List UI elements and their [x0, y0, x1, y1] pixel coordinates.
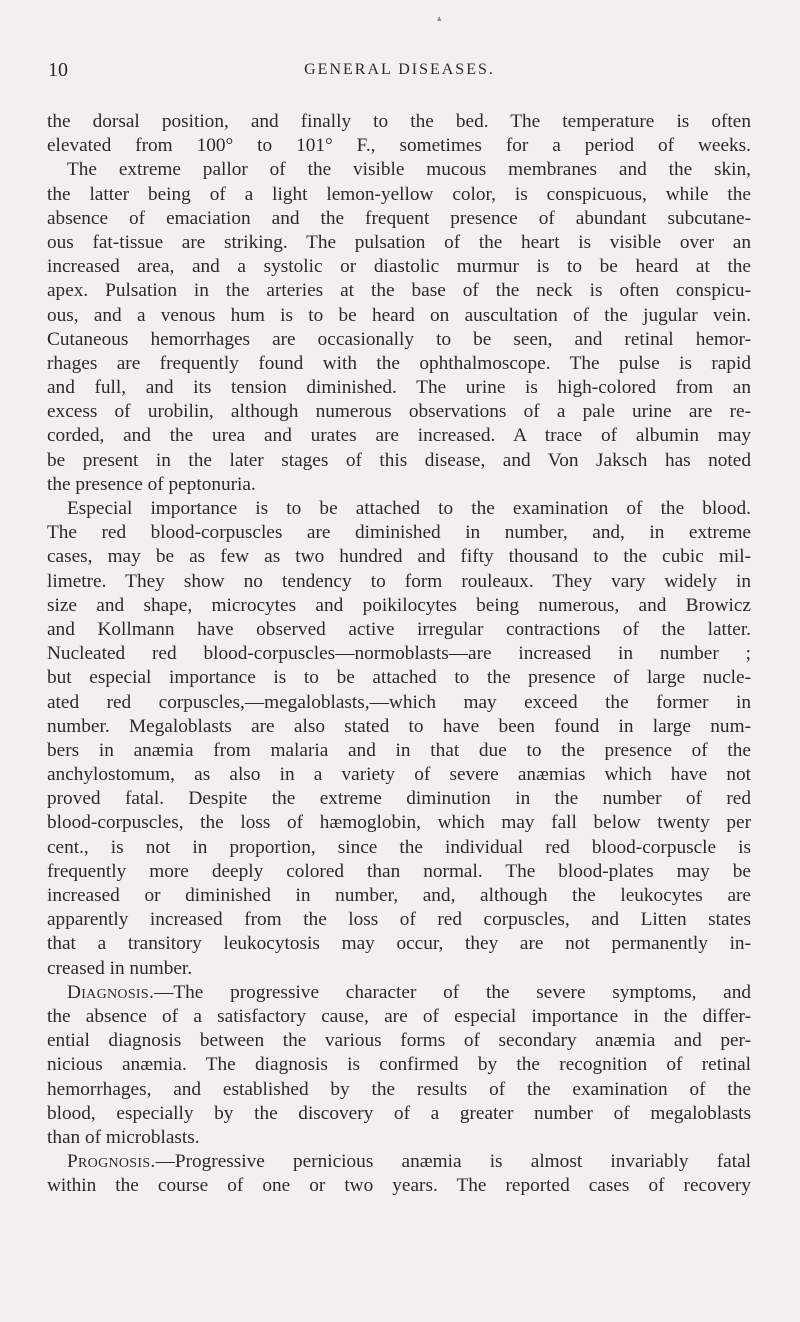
text-line	[47, 932, 751, 956]
text-line	[47, 1005, 751, 1029]
text-line	[47, 836, 751, 860]
text-line	[47, 1102, 751, 1126]
line-text: blood-corpuscles, the loss of hæmoglobin, which may fall below twenty per	[47, 812, 751, 834]
line-text: —Progressive pernicious anæmia is almost invariably fatal	[155, 1151, 751, 1173]
text-line	[47, 424, 751, 448]
text-line	[47, 739, 751, 763]
line-text: anchylostomum, as also in a variety of severe anæmias which have not	[47, 764, 751, 786]
line-text: elevated from 100° to 101° F., sometimes for a period of weeks.	[47, 135, 751, 157]
line-text: rhages are frequently found with the ophthalmoscope. The pulse is rapid	[47, 352, 751, 374]
text-line	[47, 811, 751, 835]
line-text: the absence of a satisfactory cause, are of especial importance in the differ-	[47, 1005, 751, 1027]
text-line	[47, 521, 751, 545]
line-text: that a transitory leukocytosis may occur, they are not permanently in-	[47, 933, 751, 955]
line-text: be present in the later stages of this disease, and Von Jaksch has noted	[47, 449, 751, 471]
text-line	[47, 1053, 751, 1077]
text-line	[47, 400, 751, 424]
text-line	[47, 618, 751, 642]
text-line	[47, 497, 751, 521]
text-line	[47, 1029, 751, 1053]
text-line	[47, 207, 751, 231]
text-line	[47, 594, 751, 618]
text-line	[47, 183, 751, 207]
line-text: bers in anæmia from malaria and in that due to the presence of the	[47, 739, 751, 761]
text-line	[47, 110, 751, 134]
text-line	[47, 691, 751, 715]
text-line	[47, 231, 751, 255]
running-head: GENERAL DISEASES.	[304, 61, 495, 78]
text-line	[47, 376, 751, 400]
text-line	[47, 1150, 751, 1174]
text-line	[47, 884, 751, 908]
line-text: ated red corpuscles,—megaloblasts,—which may exceed the former in	[47, 691, 751, 713]
text-line	[47, 279, 751, 303]
text-line	[47, 908, 751, 932]
line-text: and full, and its tension diminished. The urine is high-colored from an	[47, 377, 751, 399]
line-text: The extreme pallor of the visible mucous membranes and the skin,	[67, 159, 751, 181]
line-text: cent., is not in proportion, since the individual red blood-corpuscle is	[47, 836, 751, 858]
printer-mark: ▴	[437, 13, 442, 23]
line-text: The red blood-corpuscles are diminished in number, and, in extreme	[47, 522, 751, 544]
line-text: Especial importance is to be attached to the examination of the blood.	[67, 498, 751, 519]
text-line	[47, 304, 751, 328]
text-line	[47, 158, 751, 182]
line-text: apparently increased from the loss of red corpuscles, and Litten states	[47, 909, 751, 931]
text-line	[47, 981, 751, 1005]
line-text: the presence of peptonuria.	[47, 473, 256, 495]
text-line	[47, 449, 751, 473]
line-text: number. Megaloblasts are also stated to have been found in large num-	[47, 715, 751, 737]
text-line	[47, 255, 751, 279]
text-line	[47, 957, 751, 981]
text-line	[47, 787, 751, 811]
text-line	[47, 352, 751, 376]
line-text: limetre. They show no tendency to form rouleaux. They vary widely in	[47, 570, 751, 592]
page-number: 10	[48, 59, 68, 81]
line-text: —The progressive character of the severe symptoms, and	[154, 981, 751, 1003]
line-text: proved fatal. Despite the extreme diminution in the number of red	[47, 788, 751, 810]
line-text: within the course of one or two years. The reported cases of recovery	[47, 1175, 751, 1197]
section-heading: Diagnosis.	[67, 981, 155, 1003]
line-text: corded, and the urea and urates are increased. A trace of albumin may	[47, 425, 751, 447]
line-text: the latter being of a light lemon-yellow color, is conspicuous, while the	[47, 183, 751, 205]
line-text: apex. Pulsation in the arteries at the base of the neck is often conspicu-	[47, 280, 751, 302]
text-line	[47, 570, 751, 594]
line-text: ous, and a venous hum is to be heard on auscultation of the jugular vein.	[47, 304, 751, 326]
line-text: ous fat-tissue are striking. The pulsation of the heart is visible over an	[47, 231, 751, 253]
line-text: ential diagnosis between the various forms of secondary anæmia and per-	[47, 1030, 751, 1052]
line-text: absence of emaciation and the frequent presence of abundant subcutane-	[47, 207, 751, 229]
line-text: Nucleated red blood-corpuscles—normoblasts—are increased in number ;	[47, 643, 751, 665]
text-line	[47, 134, 751, 158]
text-line	[47, 715, 751, 739]
line-text: blood, especially by the discovery of a greater number of megaloblasts	[47, 1102, 751, 1124]
line-text: excess of urobilin, although numerous observations of a pale urine are re-	[47, 401, 751, 423]
line-text: the dorsal position, and finally to the bed. The temperature is often	[47, 111, 751, 132]
text-line	[47, 1174, 751, 1198]
line-text: frequently more deeply colored than normal. The blood-plates may be	[47, 860, 751, 882]
line-text: nicious anæmia. The diagnosis is confirmed by the recognition of retinal	[47, 1054, 751, 1076]
section-heading: Prognosis.	[67, 1151, 156, 1173]
line-text: than of microblasts.	[47, 1126, 200, 1148]
line-text: Cutaneous hemorrhages are occasionally to be seen, and retinal hemor-	[47, 328, 751, 350]
line-text: but especial importance is to be attached to the presence of large nucle-	[47, 667, 751, 689]
text-line	[47, 1126, 751, 1150]
line-text: increased area, and a systolic or diastolic murmur is to be heard at the	[47, 256, 751, 278]
text-line	[47, 473, 751, 497]
page-header	[48, 58, 751, 82]
text-line	[47, 328, 751, 352]
line-text: increased or diminished in number, and, although the leukocytes are	[47, 885, 751, 906]
text-line	[47, 860, 751, 884]
text-line	[47, 1078, 751, 1102]
text-line	[47, 666, 751, 690]
text-line	[47, 763, 751, 787]
line-text: hemorrhages, and established by the results of the examination of the	[47, 1078, 751, 1100]
line-text: creased in number.	[47, 957, 193, 979]
line-text: size and shape, microcytes and poikilocytes being numerous, and Browicz	[47, 594, 751, 616]
line-text: cases, may be as few as two hundred and fifty thousand to the cubic mil-	[47, 546, 751, 568]
line-text: and Kollmann have observed active irregular contractions of the latter.	[47, 618, 751, 640]
body-text	[47, 110, 751, 1198]
text-line	[47, 545, 751, 569]
text-line	[47, 642, 751, 666]
